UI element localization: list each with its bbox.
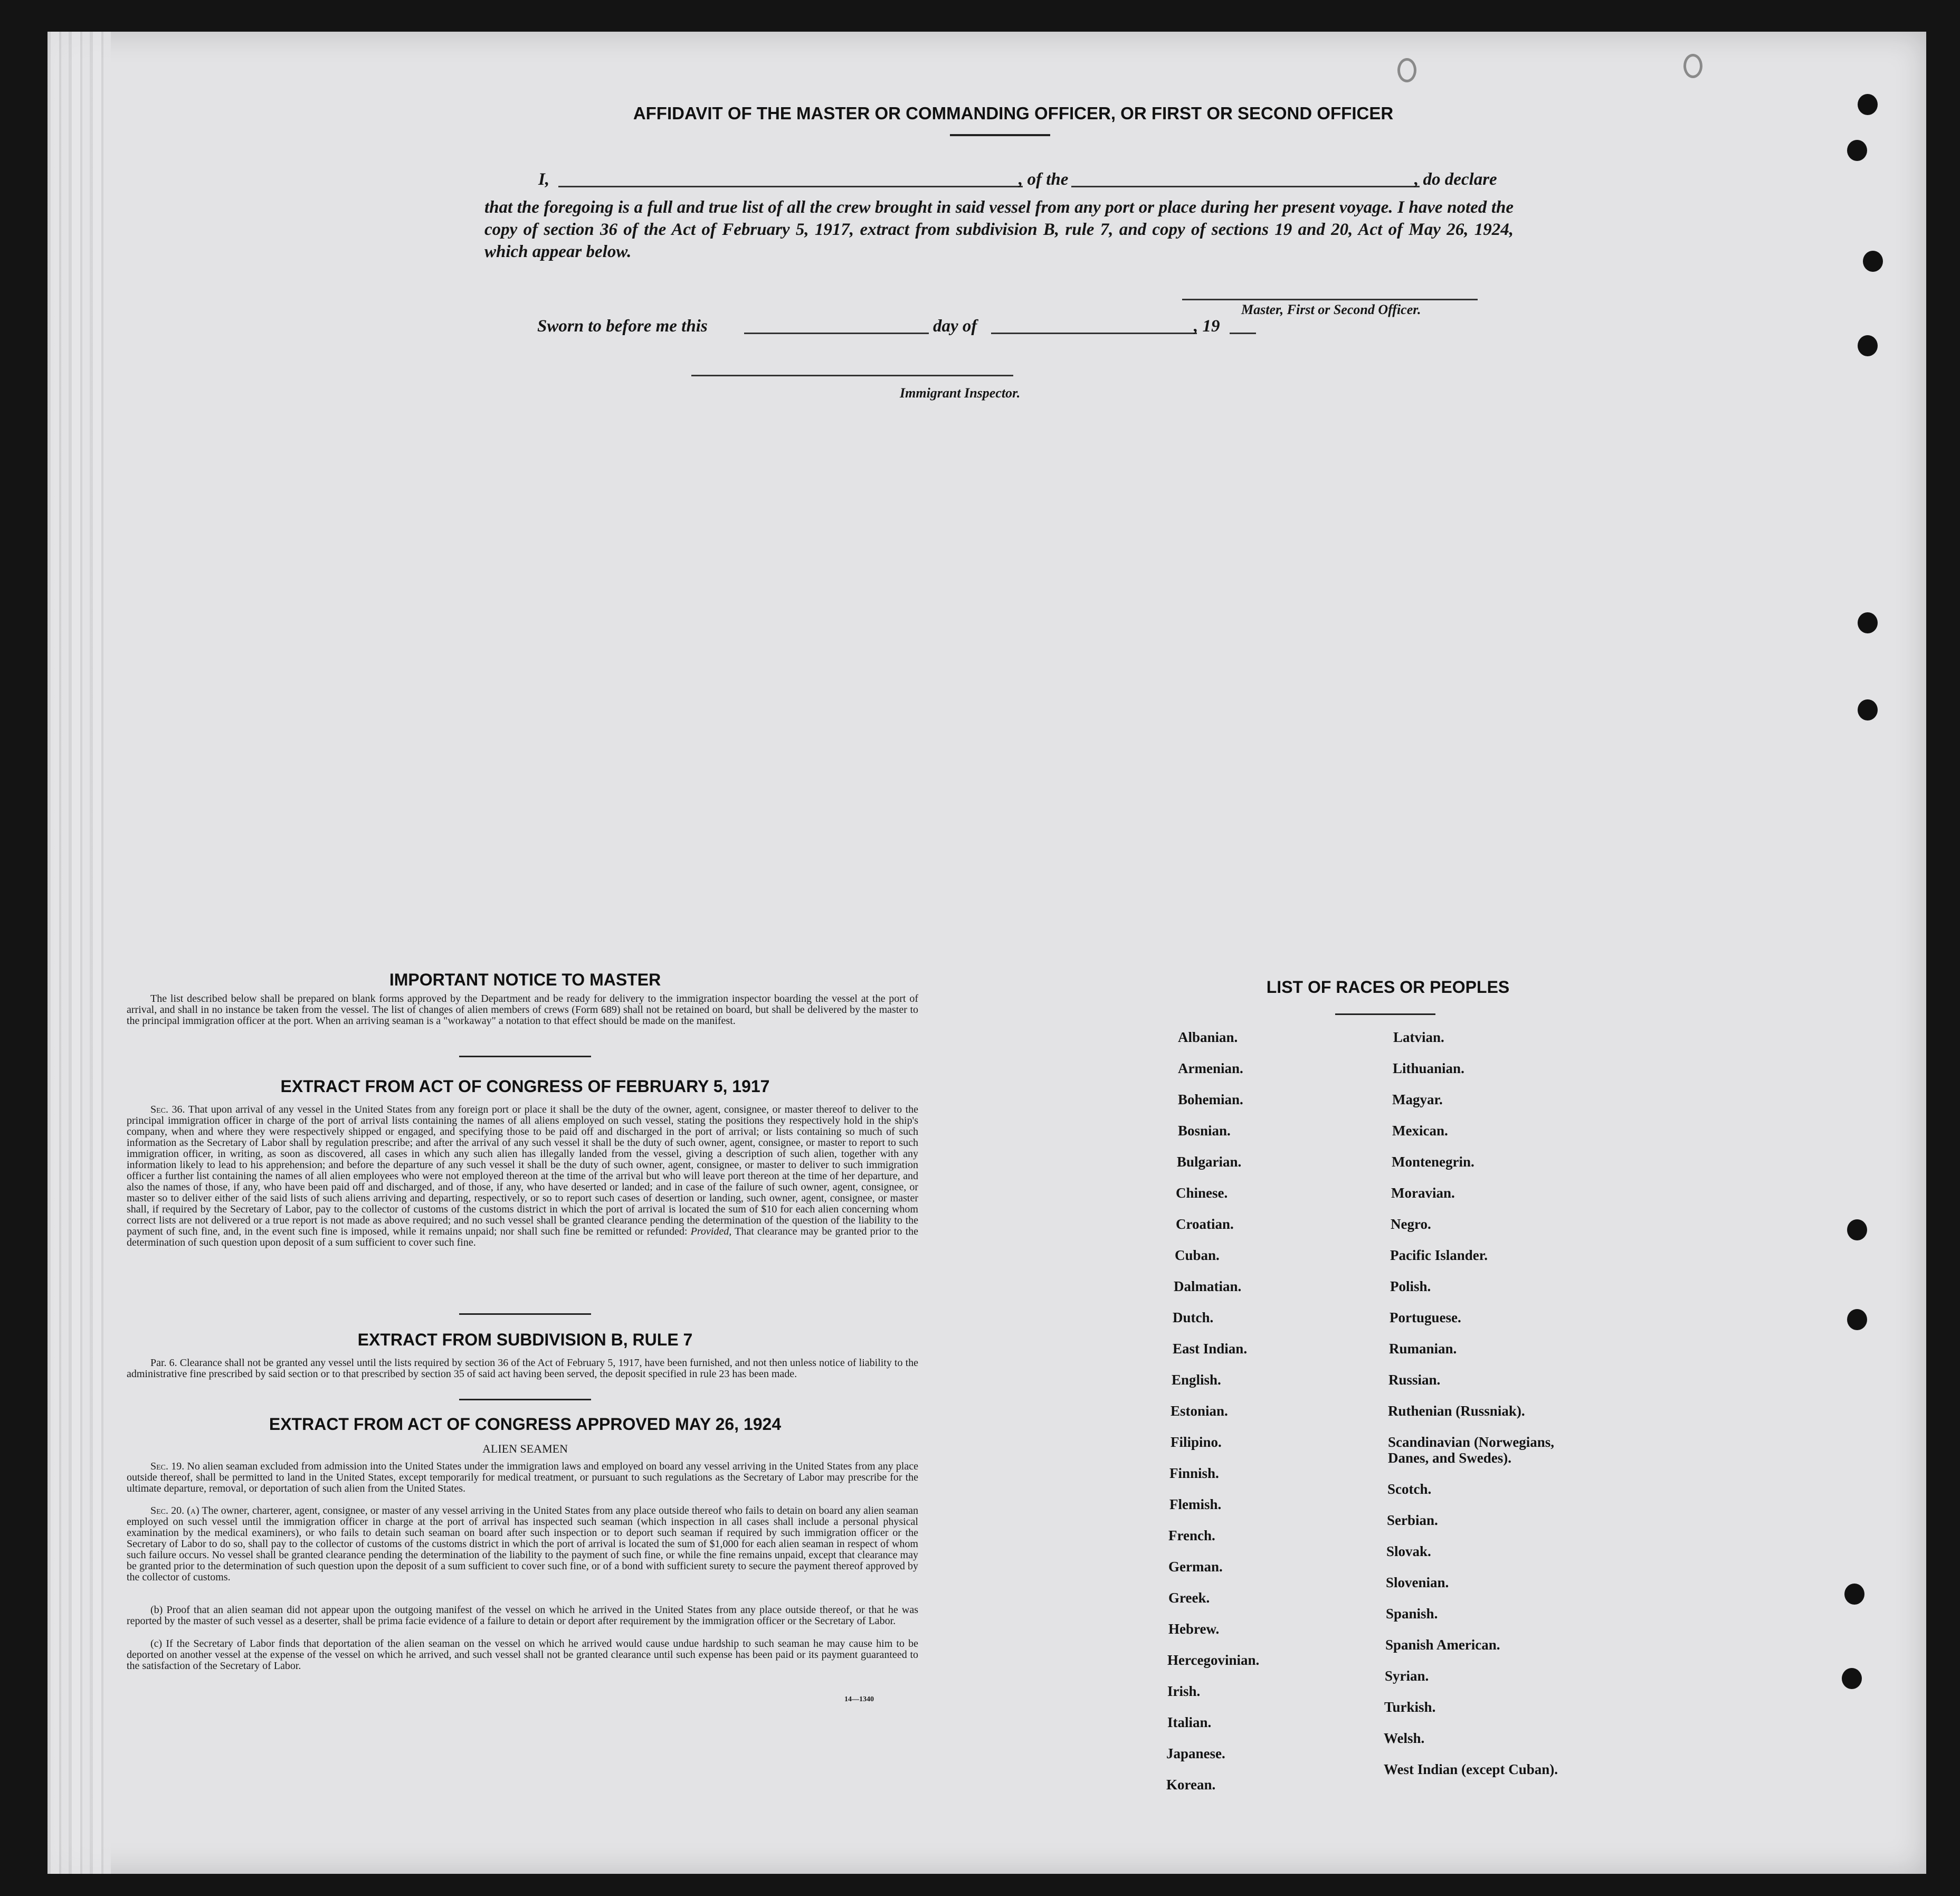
race-item: German. [1168, 1559, 1223, 1575]
divider [1335, 1013, 1435, 1015]
race-item: Korean. [1166, 1777, 1216, 1793]
race-item: Hebrew. [1168, 1621, 1220, 1637]
race-item: Negro. [1391, 1216, 1431, 1232]
sworn-day-line[interactable] [744, 333, 929, 334]
sec-36-text: That upon arrival of any vessel in the United States from any foreign port or place it shall be the duty of the owner, agent, consignee, or master thereof to deliver to the principal immigration officer in charge of the port of arrival lists containing the names of all aliens employed on such vessel, stating the positions they respectively hold in the ship's company, when and where they were respectively shipped or engaged, and specifying those to be paid off and discharged in the port of arrival; or lists containing so much of such information as the Secretary of Labor shall by regulation prescribe; and after the arrival of any such vessel it shall be the duty of such owner, agent, consignee, or master to report to such immigration officer, in writing, as soon as discovered, all cases in which any such alien has illegally landed from the vessel, giving a description of such alien, together with any information likely to lead to his apprehension; and before the departure of any such vessel it shall be the duty of such owner, agent, consignee, or master to deliver to such immigration officer a further list containing the names of all alien employees who were not employed thereon at the time of the arrival but who will leave port thereon at the time of her departure, and also the names of those, if any, who have been paid off and discharged, and of those, if any, who have deserted or landed; and in case of the failure of such owner, agent, consignee, or master so to deliver either of the said lists of such aliens arriving and departing, respectively, or so to report such cases of desertion or landing, such owner, agent, consignee, or master shall, if required by the Secretary of Labor, pay to the collector of customs of the customs district in which the port of arrival is located the sum of $10 for each alien concerning whom correct lists are not delivered or a true report is not made as above required; and no such vessel shall be granted clearance pending the determination of the question of the liability to the payment of such fine, and, in the event such fine is imposed, while it remains unpaid; nor shall such fine be remitted or refunded: [127, 1104, 918, 1237]
extract-1924-title: EXTRACT FROM ACT OF CONGRESS APPROVED MAY 26, 1924 [269, 1415, 782, 1434]
officer-caption: Master, First or Second Officer. [1241, 302, 1421, 317]
document-page [47, 32, 1926, 1874]
race-item: Scandinavian (Norwegians, Danes, and Swedes). [1388, 1434, 1555, 1466]
race-item: Italian. [1167, 1714, 1212, 1730]
race-item: Irish. [1167, 1683, 1201, 1699]
race-item: Bosnian. [1178, 1123, 1231, 1139]
race-item: Montenegrin. [1392, 1154, 1474, 1170]
sec-19-label: Sec. 19. [150, 1461, 185, 1472]
affidavit-title: AFFIDAVIT OF THE MASTER OR COMMANDING OFFICER, OR FIRST OR SECOND OFFICER [633, 103, 1394, 123]
punch-hole [1842, 1668, 1862, 1689]
page-edge-stripes [47, 32, 111, 1874]
punch-hole [1858, 94, 1878, 115]
officer-signature-line[interactable] [1182, 299, 1478, 300]
race-item: Lithuanian. [1393, 1060, 1464, 1076]
sec-20a-paragraph [127, 1505, 918, 1583]
race-item: Serbian. [1387, 1512, 1438, 1528]
race-item: Filipino. [1171, 1434, 1222, 1450]
sec-20a-text: The owner, charterer, agent, consignee, or master of any vessel arriving in the United States from any place outside thereof who fails to detain on board any alien seaman employed on such vessel until the immigration officer in charge at the port of arrival has inspected such seaman (which inspection in all cases shall include a personal physical examination by the medical examiners), or who fails to detain such seaman on board after such inspection or to deport such seaman if required by such immigration officer or the Secretary of Labor to do so, shall pay to the collector of customs of the customs district in which the port of arrival is located the sum of $1,000 for each alien seaman in respect of whom such failure occurs. No vessel shall be granted clearance pending the determination of the liability to the payment of such fine, or while the fine remains unpaid, except that clearance may be granted prior to the determination of such question upon the deposit of a sum sufficient to cover such fine, or of a bond with sufficient surety to secure the payment thereof approved by the collector of customs. [127, 1505, 919, 1583]
race-item: Syrian. [1385, 1668, 1429, 1684]
divider [459, 1313, 591, 1315]
punch-hole [1847, 140, 1867, 161]
affidavit-i-label: I, [538, 170, 550, 189]
race-item: French. [1168, 1528, 1215, 1543]
race-item: Russian. [1388, 1372, 1441, 1388]
race-item: Greek. [1168, 1590, 1210, 1606]
race-item: Rumanian. [1389, 1341, 1457, 1357]
sworn-label: Sworn to before me this [537, 317, 708, 336]
punch-hole [1847, 1219, 1867, 1240]
affidavit-of-the-label: , of the [1019, 170, 1069, 189]
sec-36-text-end: That clearance may be granted prior to the determination of such question upon deposit of a sum sufficient to cover such fine. [127, 1226, 919, 1248]
extract-1917-title: EXTRACT FROM ACT OF CONGRESS OF FEBRUARY 5, 1917 [280, 1077, 770, 1096]
race-item: Hercegovinian. [1167, 1652, 1260, 1668]
affidavit-body: that the foregoing is a full and true list of all the crew brought in said vessel from any port or place during her present voyage. I have noted the copy of section 36 of the Act of February 5, 1917, extract from subdivision B, rule 7, and copy of sections 19 and 20, Act of May 26, 1924, which appear below. [484, 198, 1514, 261]
extract-1917-body [127, 1104, 918, 1248]
races-title: LIST OF RACES OR PEOPLES [1266, 978, 1510, 997]
vessel-blank-line[interactable] [1071, 186, 1420, 187]
punch-hole [1858, 612, 1878, 633]
race-item: Turkish. [1384, 1699, 1436, 1715]
race-item: East Indian. [1173, 1341, 1248, 1357]
race-item: Japanese. [1166, 1746, 1225, 1761]
year-label: , 19 [1194, 317, 1220, 336]
notice-title: IMPORTANT NOTICE TO MASTER [389, 970, 661, 989]
sec-19-text: No alien seaman excluded from admission into the United States under the immigration laws and employed on board any vessel arriving in the United States from any place outside thereof, shall be permitted to land in the United States, except temporarily for medical treatment, or pursuant to such regulations as the Secretary of Labor may prescribe for the ultimate departure, removal, or deportation of such alien from the United States. [127, 1461, 918, 1494]
sec-20-label: Sec. 20. (a) [150, 1505, 199, 1516]
day-of-label: day of [933, 317, 977, 336]
race-item: Portuguese. [1390, 1310, 1461, 1325]
race-item: Bohemian. [1178, 1092, 1243, 1107]
punch-hole [1683, 54, 1702, 78]
race-item: Polish. [1390, 1278, 1431, 1294]
affidavit-do-declare-label: , do declare [1414, 170, 1497, 189]
race-item: English. [1172, 1372, 1221, 1388]
extract-rule7-title: EXTRACT FROM SUBDIVISION B, RULE 7 [357, 1330, 693, 1349]
sec-20b-paragraph: (b) Proof that an alien seaman did not appear upon the outgoing manifest of the vessel on which he arrived in the United States from any place outside thereof, or that he was reported by the master of such vessel as a deserter, shall be prima facie evidence of a failure to detain or deport after requirement by the immigration officer or the Secretary of Labor. [127, 1604, 918, 1627]
race-item: Albanian. [1178, 1029, 1238, 1045]
punch-hole [1397, 58, 1416, 82]
punch-hole [1847, 1309, 1867, 1330]
punch-hole [1858, 699, 1878, 721]
race-item: Chinese. [1176, 1185, 1228, 1201]
divider [459, 1056, 591, 1057]
race-item: Pacific Islander. [1390, 1247, 1488, 1263]
race-item: Spanish. [1386, 1606, 1438, 1622]
race-item: Slovak. [1386, 1543, 1431, 1559]
race-item: Scotch. [1387, 1481, 1432, 1497]
punch-hole [1863, 251, 1883, 272]
race-item: Moravian. [1391, 1185, 1455, 1201]
name-blank-line[interactable] [558, 186, 1023, 187]
notice-body: The list described below shall be prepared on blank forms approved by the Department and be ready for delivery to the immigration inspector boarding the vessel at the port of arrival, and shall in no instance be taken from the vessel. The list of changes of alien members of crews (Form 689) shall not be retained on board, but shall be delivered by the master to the principal immigration officer at the port. When an arriving seaman is a "workaway" a notation to that effect should be made on the manifest. [127, 993, 918, 1027]
form-number: 14—1340 [844, 1695, 874, 1703]
race-item: Finnish. [1169, 1465, 1219, 1481]
race-item: Slovenian. [1386, 1575, 1449, 1590]
race-item: Armenian. [1178, 1060, 1243, 1076]
sworn-year-line[interactable] [1230, 333, 1256, 334]
sworn-month-line[interactable] [991, 333, 1197, 334]
race-item: Estonian. [1171, 1403, 1228, 1419]
extract-rule7-body: Par. 6. Clearance shall not be granted any vessel until the lists required by section 36 of the Act of February 5, 1917, have been furnished, and not then unless notice of liability to the administrative fine prescribed by said section or to that prescribed by section 35 of said act having been served, the deposit specified in rule 23 has been made. [127, 1357, 918, 1380]
punch-hole [1858, 335, 1878, 356]
race-item: Mexican. [1392, 1123, 1448, 1139]
punch-hole [1844, 1584, 1864, 1605]
race-item: Spanish American. [1385, 1637, 1500, 1653]
provided-word: Provided, [690, 1226, 732, 1237]
race-item: Dutch. [1173, 1310, 1214, 1325]
race-item: Ruthenian (Russniak). [1388, 1403, 1525, 1419]
race-item: Latvian. [1393, 1029, 1444, 1045]
divider [950, 134, 1050, 136]
race-item: Dalmatian. [1174, 1278, 1242, 1294]
sec-36-label: Sec. 36. [150, 1104, 185, 1115]
race-item: Croatian. [1176, 1216, 1234, 1232]
sec-19-paragraph [127, 1461, 918, 1494]
alien-seamen-subtitle: ALIEN SEAMEN [482, 1442, 568, 1455]
race-item: Cuban. [1175, 1247, 1220, 1263]
inspector-caption: Immigrant Inspector. [900, 385, 1021, 401]
race-item: Bulgarian. [1177, 1154, 1242, 1170]
race-item: Magyar. [1392, 1092, 1443, 1107]
race-item: Flemish. [1169, 1496, 1222, 1512]
race-item: West Indian (except Cuban). [1384, 1761, 1558, 1777]
divider [459, 1399, 591, 1400]
inspector-signature-line[interactable] [691, 375, 1013, 376]
sec-20c-paragraph: (c) If the Secretary of Labor finds that deportation of the alien seaman on the vessel on which he arrived would cause undue hardship to such seaman he may cause him to be deported on another vessel at the expense of the vessel on which he arrived, and such vessel shall not be granted clearance until such expense has been paid or its payment guaranteed to the satisfaction of the Secretary of Labor. [127, 1638, 918, 1672]
race-item: Welsh. [1384, 1730, 1425, 1746]
